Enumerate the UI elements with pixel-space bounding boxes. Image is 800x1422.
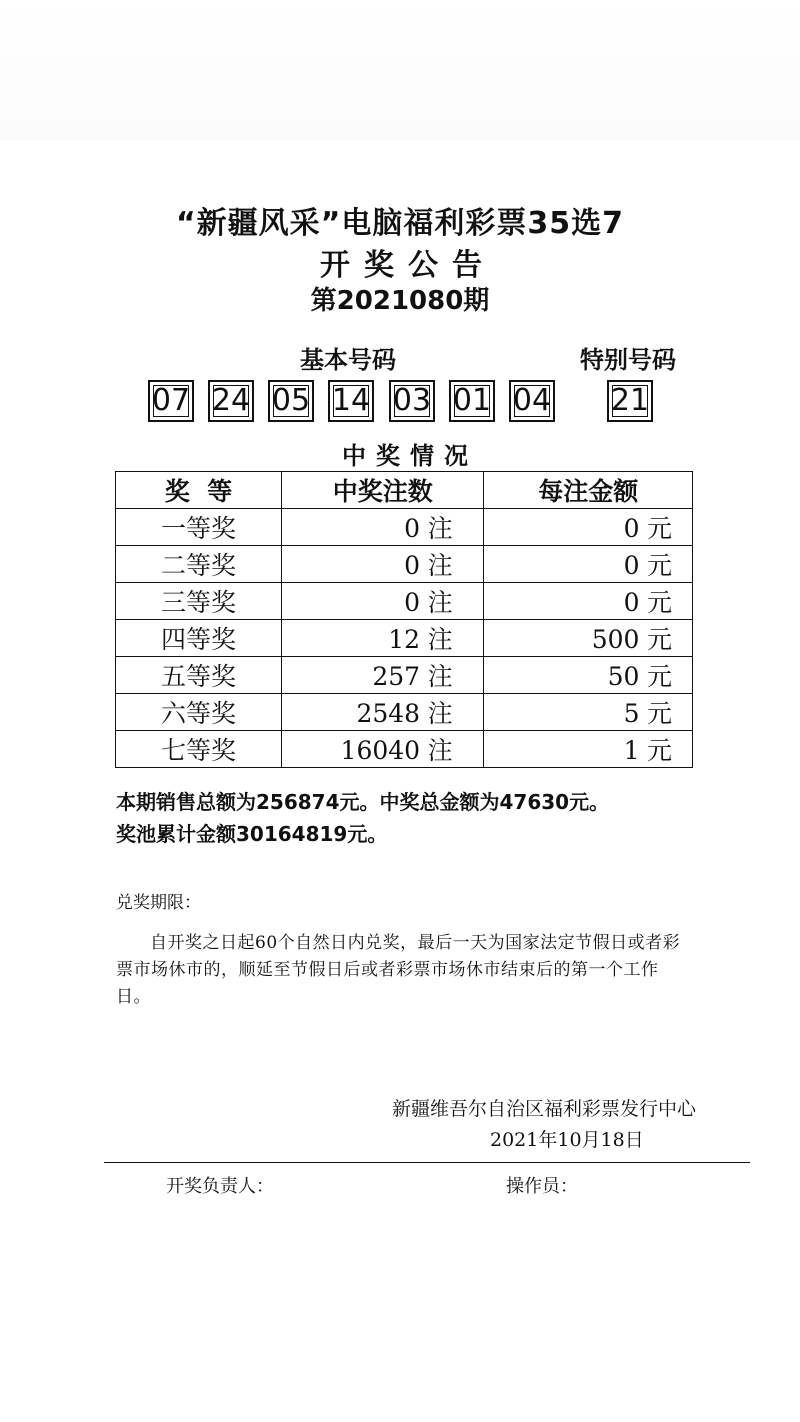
winner-count-cell: [282, 583, 484, 620]
ball-value: 05: [271, 383, 311, 418]
count-unit: 注: [427, 551, 453, 580]
amount-unit: 元: [646, 625, 672, 654]
winner-count-cell: [282, 546, 484, 583]
winner-count: 16040: [340, 736, 421, 765]
prize-level: 四等奖: [116, 620, 282, 657]
winner-count-cell: [282, 509, 484, 546]
prize-amount-cell: [484, 694, 693, 731]
ball-value: 01: [452, 383, 492, 418]
ball-value: 14: [331, 383, 371, 418]
announcement-subtitle: 开奖公告: [320, 248, 496, 283]
sales-summary: 本期销售总额为256874元。中奖总金额为47630元。: [116, 790, 610, 814]
prize-table: [115, 471, 693, 768]
redeem-heading: 兑奖期限：: [116, 893, 201, 913]
special-number-ball: [607, 380, 653, 422]
prize-amount: 5: [623, 699, 640, 728]
table-row: [116, 620, 693, 657]
basic-number-ball: [509, 380, 555, 422]
winner-count: 2548: [356, 699, 421, 728]
ball-value: 03: [392, 383, 432, 418]
responsible-person-label: 开奖负责人：: [166, 1176, 274, 1197]
footer-divider: [104, 1162, 750, 1163]
winner-count: 257: [372, 662, 421, 691]
prize-amount-cell: [484, 620, 693, 657]
table-row: [116, 546, 693, 583]
prize-amount-cell: [484, 657, 693, 694]
prize-amount: 0: [623, 551, 640, 580]
prize-table-title: 中奖情况: [342, 442, 478, 470]
issue-number: 第2021080期: [310, 286, 490, 316]
announcement-title: “新疆风采”电脑福利彩票35选7: [175, 206, 625, 241]
basic-number-ball: [449, 380, 495, 422]
prize-level: 一等奖: [116, 509, 282, 546]
header-count: 中奖注数: [282, 472, 484, 509]
prize-level: 六等奖: [116, 694, 282, 731]
count-unit: 注: [427, 625, 453, 654]
winner-count-cell: [282, 657, 484, 694]
basic-number-ball: [389, 380, 435, 422]
prize-amount: 0: [623, 588, 640, 617]
count-unit: 注: [427, 588, 453, 617]
jackpot-summary: 奖池累计金额30164819元。: [116, 822, 388, 846]
winner-count-cell: [282, 731, 484, 768]
header-level: 奖 等: [116, 472, 282, 509]
ball-value: 04: [512, 383, 552, 418]
amount-unit: 元: [646, 736, 672, 765]
prize-amount: 1: [623, 736, 640, 765]
winner-count: 12: [388, 625, 421, 654]
header-amount: 每注金额: [484, 472, 693, 509]
prize-level: 五等奖: [116, 657, 282, 694]
prize-amount-cell: [484, 583, 693, 620]
issue-date: 2021年10月18日: [490, 1129, 644, 1151]
prize-amount-cell: [484, 546, 693, 583]
prize-amount-cell: [484, 509, 693, 546]
winner-count: 0: [404, 514, 421, 543]
redeem-text: 自开奖之日起60个自然日内兑奖，最后一天为国家法定节假日或者彩票市场休市的，顺延至节假日后或者彩票市场休市结束后的第一个工作日。: [116, 933, 681, 1007]
count-unit: 注: [427, 699, 453, 728]
prize-amount: 0: [623, 514, 640, 543]
prize-level: 二等奖: [116, 546, 282, 583]
table-row: [116, 509, 693, 546]
basic-number-ball: [148, 380, 194, 422]
amount-unit: 元: [646, 514, 672, 543]
operator-label: 操作员：: [506, 1176, 578, 1197]
prize-level: 七等奖: [116, 731, 282, 768]
table-row: [116, 657, 693, 694]
basic-numbers-label: 基本号码: [300, 346, 396, 374]
table-row: [116, 583, 693, 620]
page-top-shade: [0, 0, 800, 140]
prize-amount: 500: [591, 625, 640, 654]
prize-amount-cell: [484, 731, 693, 768]
count-unit: 注: [427, 514, 453, 543]
winner-count-cell: [282, 694, 484, 731]
basic-number-ball: [268, 380, 314, 422]
prize-level: 三等奖: [116, 583, 282, 620]
table-row: [116, 731, 693, 768]
table-header-row: [116, 472, 693, 509]
amount-unit: 元: [646, 662, 672, 691]
amount-unit: 元: [646, 551, 672, 580]
amount-unit: 元: [646, 588, 672, 617]
winner-count: 0: [404, 588, 421, 617]
prize-amount: 50: [607, 662, 640, 691]
issuer-name: 新疆维吾尔自治区福利彩票发行中心: [392, 1098, 697, 1120]
basic-number-ball: [328, 380, 374, 422]
special-number-label: 特别号码: [580, 346, 676, 374]
ball-value: 21: [610, 383, 650, 418]
count-unit: 注: [427, 736, 453, 765]
winner-count-cell: [282, 620, 484, 657]
table-row: [116, 694, 693, 731]
amount-unit: 元: [646, 699, 672, 728]
winner-count: 0: [404, 551, 421, 580]
ball-value: 07: [151, 383, 191, 418]
basic-number-ball: [208, 380, 254, 422]
ball-value: 24: [211, 383, 251, 418]
count-unit: 注: [427, 662, 453, 691]
